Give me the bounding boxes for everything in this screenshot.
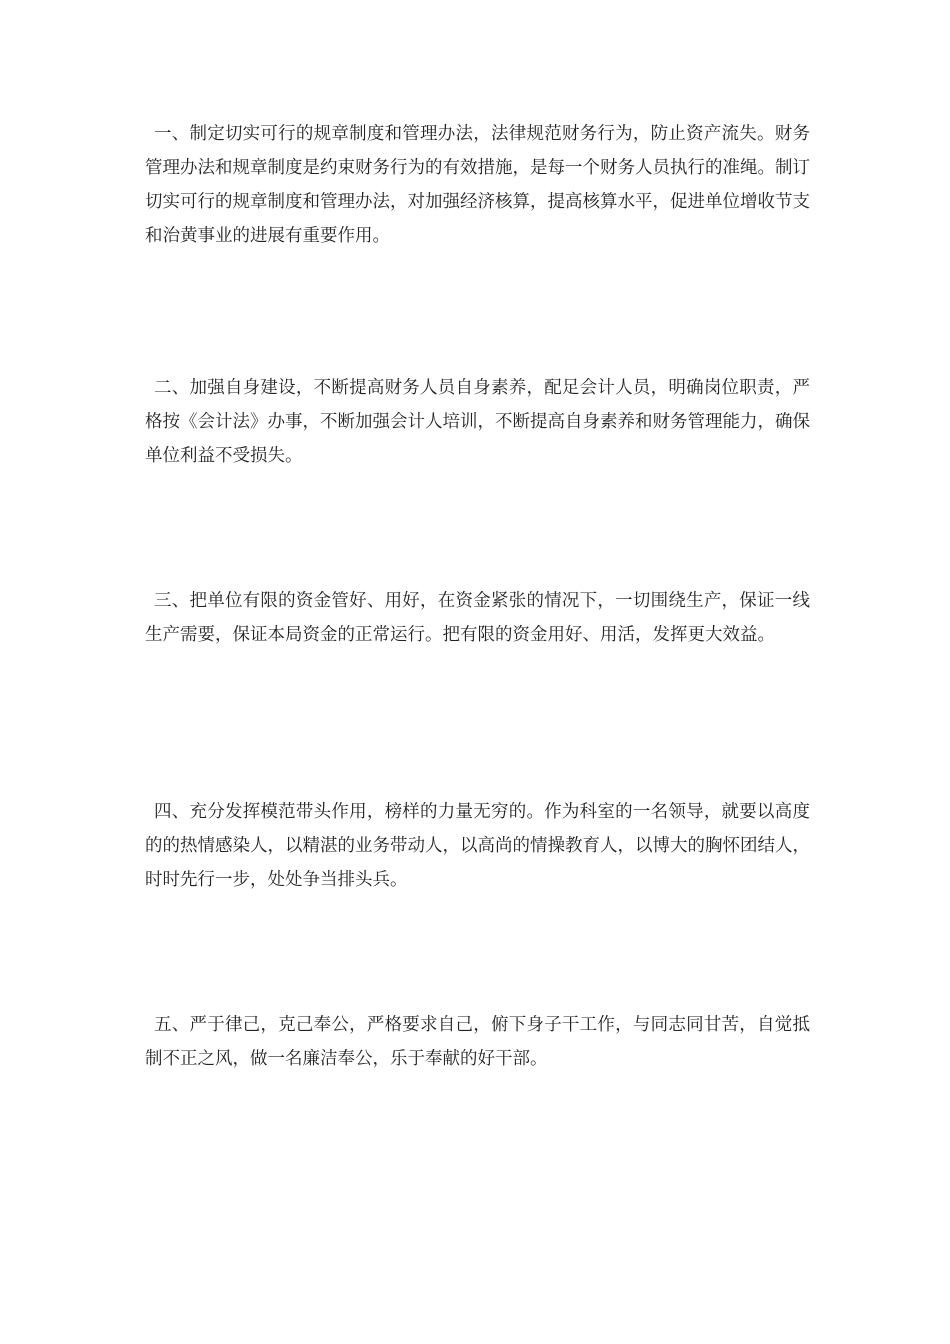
paragraph-2: 二、加强自身建设，不断提高财务人员自身素养，配足会计人员，明确岗位职责，严格按《会计法》办事，不断加强会计人培训，不断提高自身素养和财务管理能力，确保单位利益不受损失。 xyxy=(145,378,810,466)
paragraph-1: 一、制定切实可行的规章制度和管理办法，法律规范财务行为，防止资产流失。财务管理办法和规章制度是约束财务行为的有效措施，是每一个财务人员执行的准绳。制订切实可行的规章制度和管理办法，对加强经济核算，提高核算水平，促进单位增收节支和治黄事业的进展有重要作用。 xyxy=(145,124,810,246)
paragraph-3: 三、把单位有限的资金管好、用好，在资金紧张的情况下，一切围绕生产，保证一线生产需要，保证本局资金的正常运行。把有限的资金用好、用活，发挥更大效益。 xyxy=(145,591,810,645)
paragraph-5: 五、严于律己，克己奉公，严格要求自己，俯下身子干工作，与同志同甘苦，自觉抵制不正之风，做一名廉洁奉公，乐于奉献的好干部。 xyxy=(145,1015,810,1069)
paragraph-4: 四、充分发挥模范带头作用，榜样的力量无穷的。作为科室的一名领导，就要以高度的的热情感染人，以精湛的业务带动人，以高尚的情操教育人，以博大的胸怀团结人，时时先行一步，处处争当排头兵。 xyxy=(145,802,810,890)
